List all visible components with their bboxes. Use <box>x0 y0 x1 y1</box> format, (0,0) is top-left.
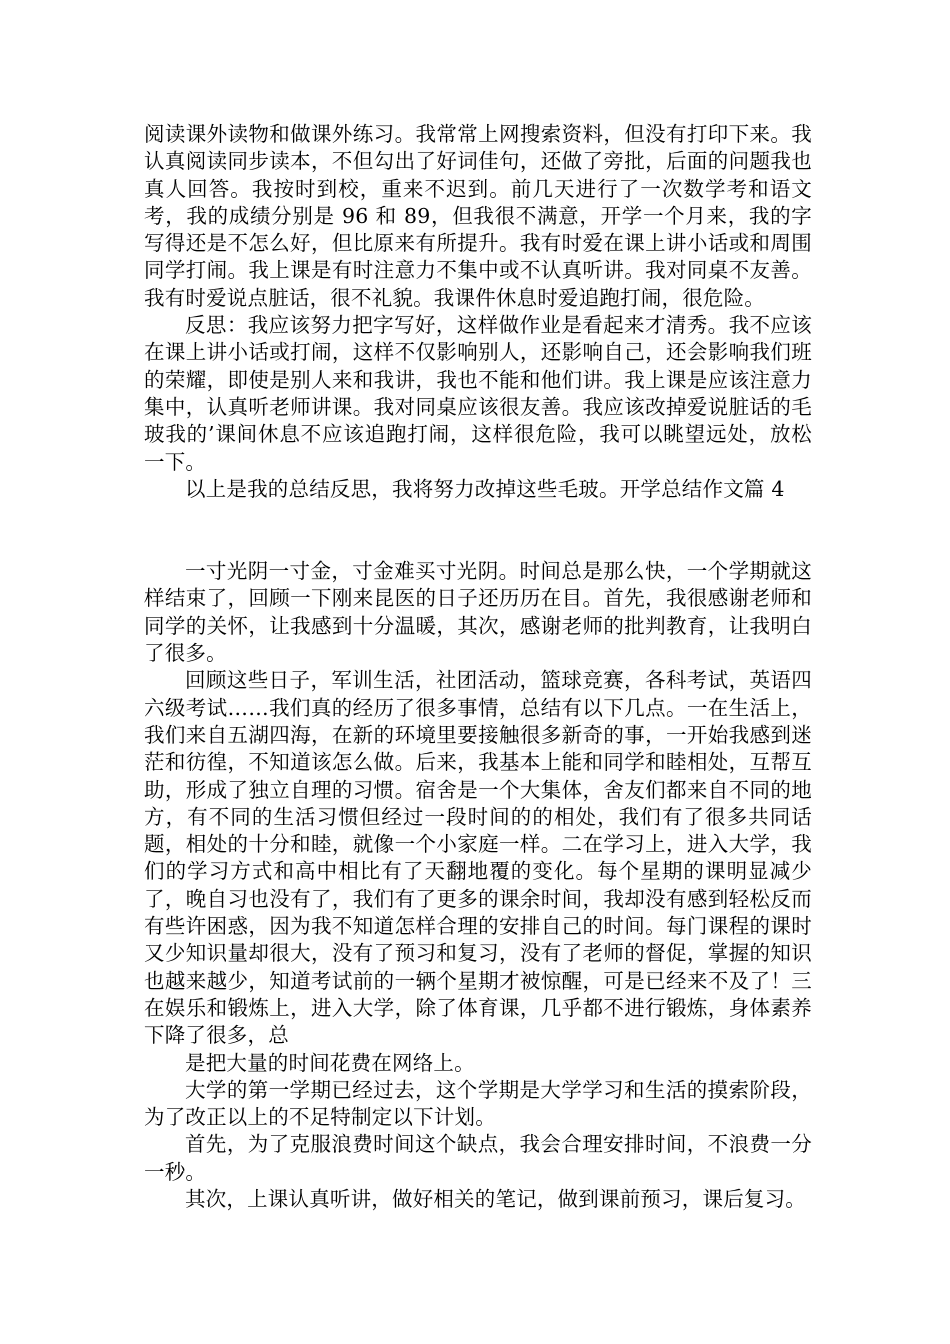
paragraph-reflection: 反思：我应该努力把字写好，这样做作业是看起来才清秀。我不应该在课上讲小话或打闹，这样不仅影响别人，还影响自己，还会影响我们班的荣耀，即使是别人来和我讲，我也不能和他们讲。我上课是应该注意力集中，认真听老师讲课。我对同桌应该很友善。我应该改掉爱说脏话的毛玻我的’课间休息不应该追跑打闹，这样很危险，我可以眺望远处，放松一下。 <box>144 313 812 474</box>
paragraph-summary-heading: 以上是我的总结反思，我将努力改掉这些毛玻。开学总结作文篇 4 <box>185 476 785 501</box>
paragraph-plan-first: 首先，为了克服浪费时间这个缺点，我会合理安排时间，不浪费一分一秒。 <box>144 1132 812 1184</box>
paragraph-plan-second: 其次，上课认真听讲，做好相关的笔记，做到课前预习，课后复习。 <box>185 1186 806 1211</box>
paragraph-reading-habits: 阅读课外读物和做课外练习。我常常上网搜索资料，但没有打印下来。我认真阅读同步读本，不但勾出了好词佳句，还做了旁批，后面的问题我也真人回答。我按时到校，重来不迟到。前几天进行了一次数学考和语文考，我的成绩分别是 96 和 89，但我很不满意，开学一个月来，我的字写得还是不怎么好，但比原来有所提升。我有时爱在课上讲小话或和周围同学打闹。我上课是有时注意力不集中或不认真听讲。我对同桌不友善。我有时爱说点脏话，很不礼貌。我课件休息时爱追跑打闹，很危险。 <box>144 122 812 310</box>
document-body <box>144 121 812 1213</box>
paragraph-review: 回顾这些日子，军训生活，社团活动，篮球竞赛，各科考试，英语四六级考试……我们真的经历了很多事情，总结有以下几点。一在生活上，我们来自五湖四海，在新的环境里要接触很多新奇的事，一开始我感到迷茫和彷徨，不知道该怎么做。后来，我基本上能和同学和睦相处，互帮互助，形成了独立自理的习惯。宿舍是一个大集体，舍友们都来自不同的地方，有不同的生活习惯但经过一段时间的的相处，我们有了很多共同话题，相处的十分和睦，就像一个小家庭一样。二在学习上，进入大学，我们的学习方式和高中相比有了天翻地覆的变化。每个星期的课明显减少了，晚自习也没有了，我们有了更多的课余时间，我却没有感到轻松反而有些许困惑，因为我不知道怎样合理的安排自己的时间。每门课程的课时又少知识量却很大，没有了预习和复习，没有了老师的督促，掌握的知识也越来越少，知道考试前的一辆个星期才被惊醒，可是已经来不及了！三在娱乐和锻炼上，进入大学，除了体育课，几乎都不进行锻炼，身体素养下降了很多，总 <box>144 668 812 1048</box>
section-spacer <box>144 503 812 558</box>
paragraph-review-continued: 是把大量的时间花费在网络上。 <box>185 1050 475 1075</box>
paragraph-time-intro: 一寸光阴一寸金，寸金难买寸光阴。时间总是那么快，一个学期就这样结束了，回顾一下刚来昆医的日子还历历在目。首先，我很感谢老师和同学的关怀，让我感到十分温暖，其次，感谢老师的批判教育，让我明白了很多。 <box>144 559 812 666</box>
paragraph-plan-intro: 大学的第一学期已经过去，这个学期是大学学习和生活的摸索阶段，为了改正以上的不足特制定以下计划。 <box>144 1077 812 1130</box>
